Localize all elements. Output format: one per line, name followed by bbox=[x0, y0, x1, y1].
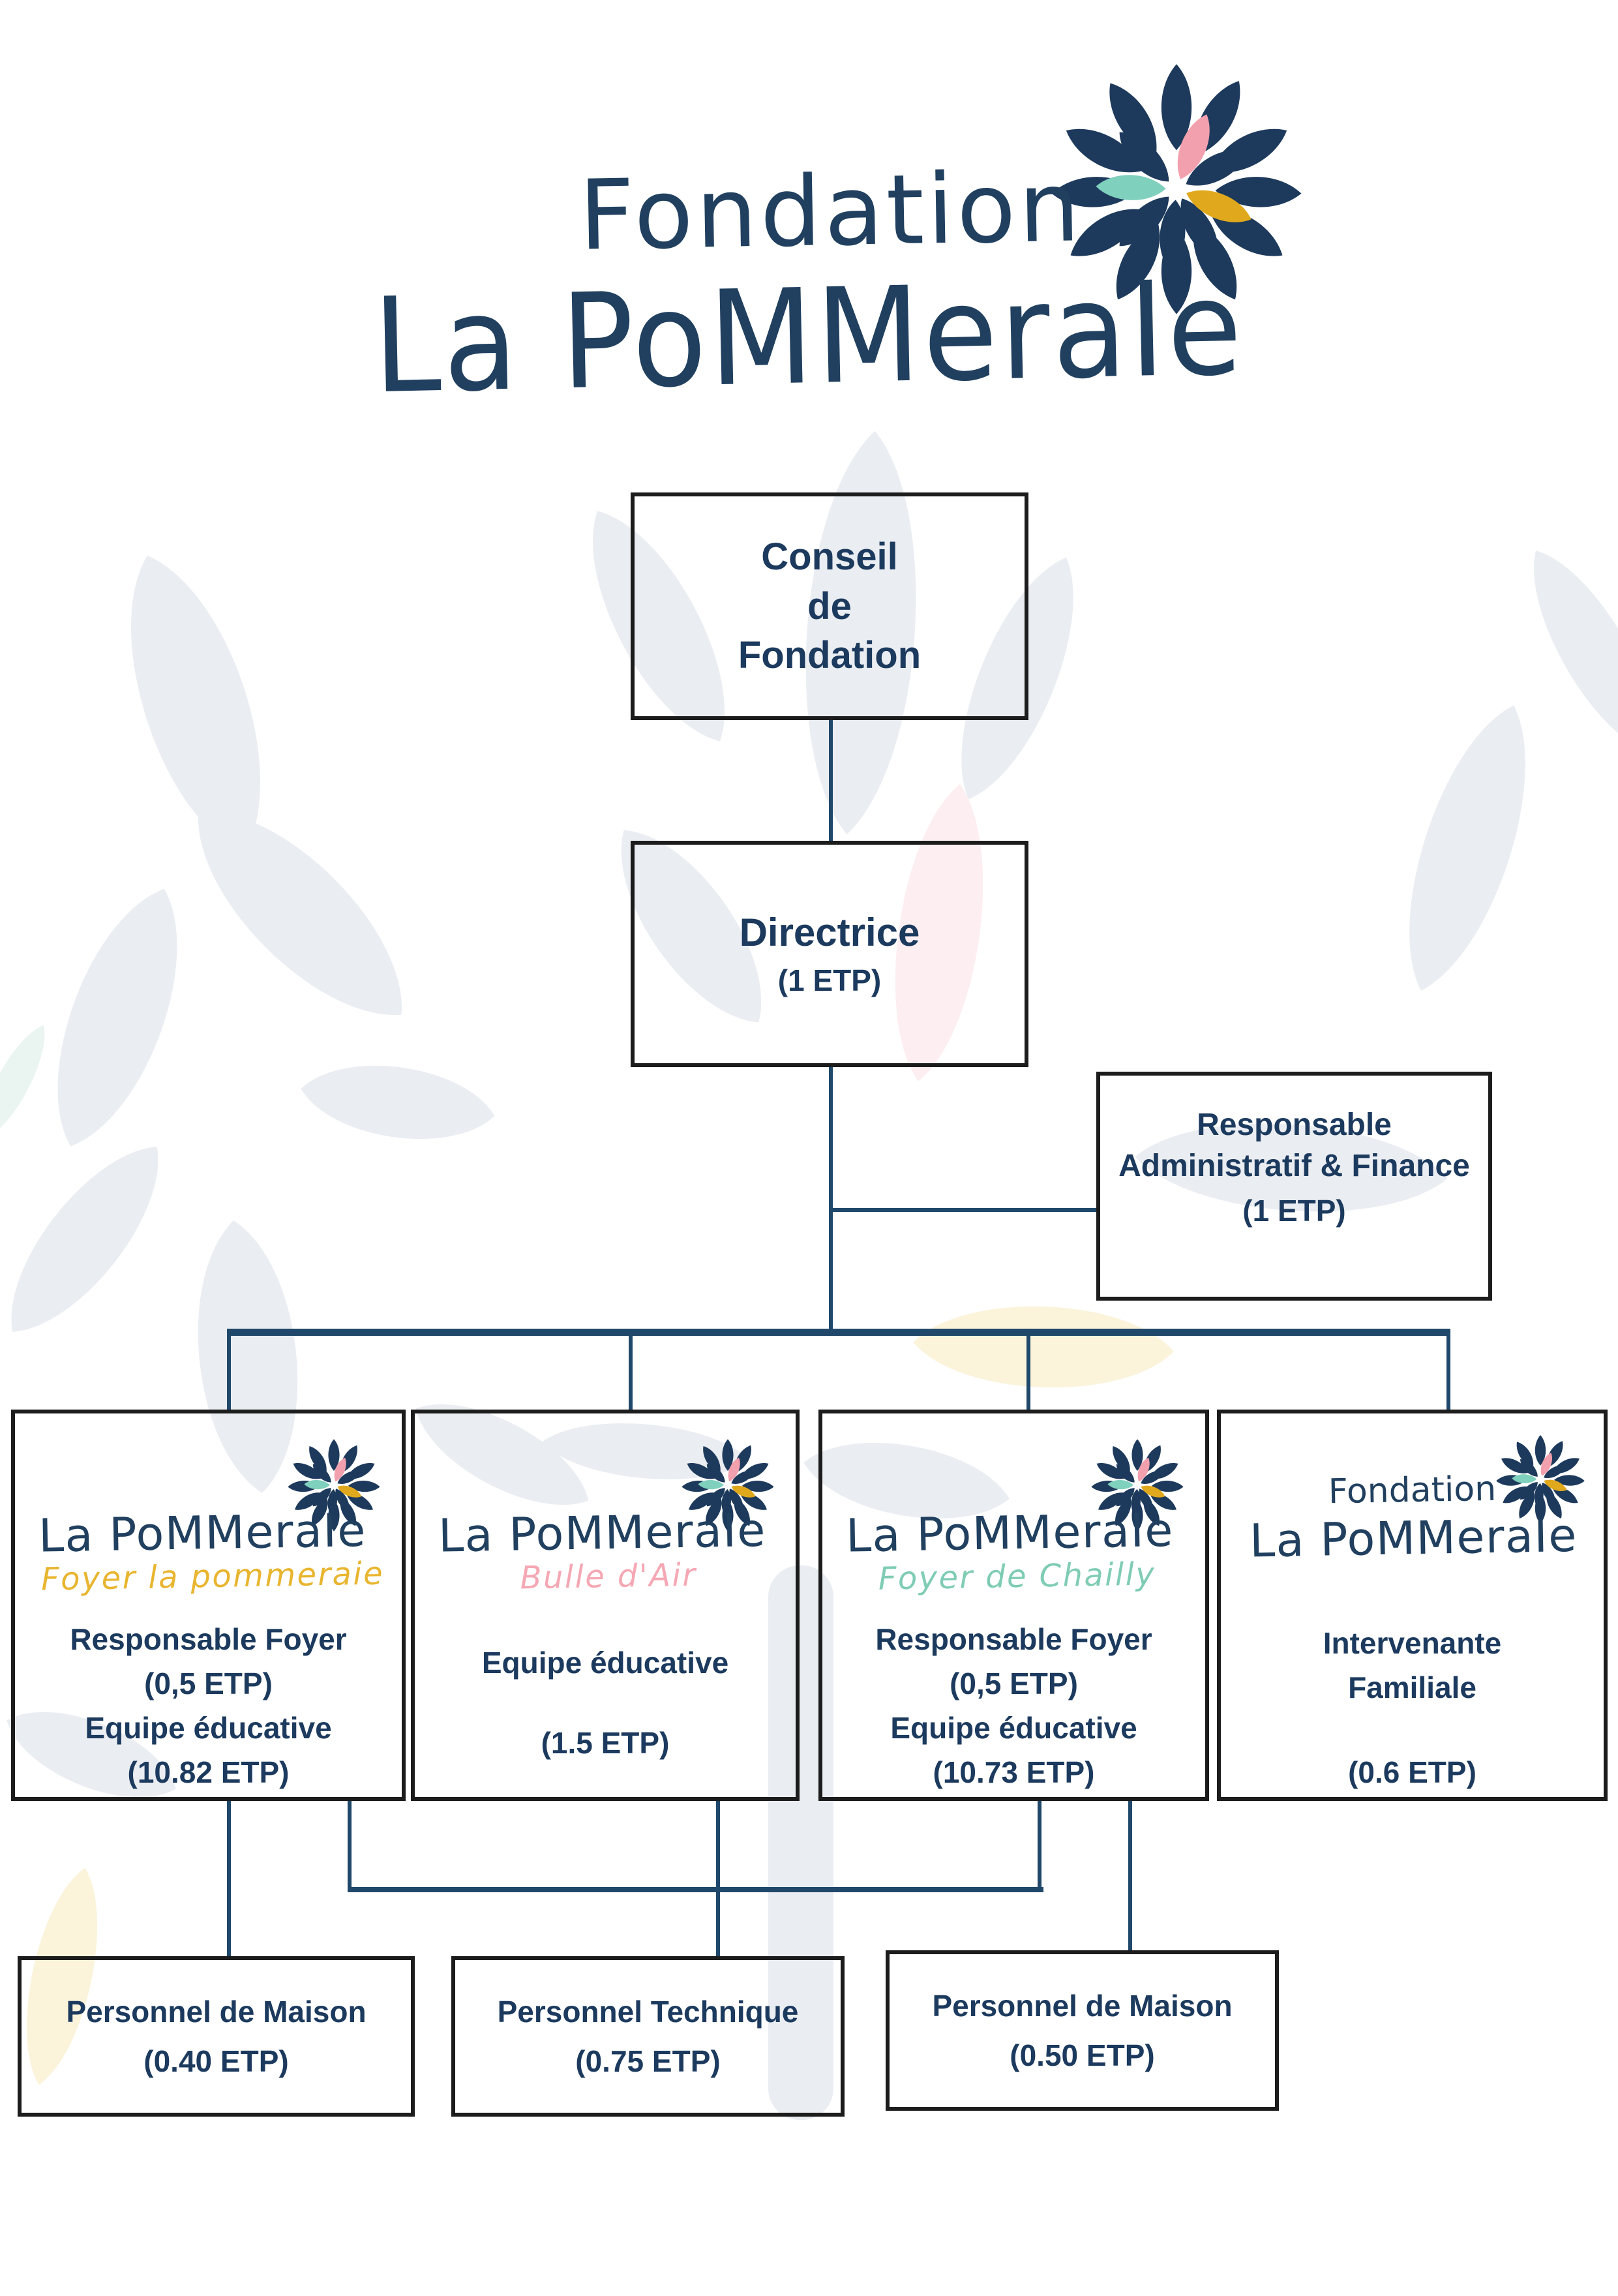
connector-branch-responsable bbox=[829, 1208, 1098, 1212]
connector-drop-bulle-dair bbox=[629, 1333, 633, 1412]
unit-logo bbox=[15, 1413, 402, 1609]
unit-brand-text: La PoMMeraIe bbox=[1249, 1508, 1578, 1568]
unit-line: Equipe éducative bbox=[481, 1646, 729, 1680]
connector-unita-personnel-maison bbox=[227, 1799, 231, 1958]
logo-brand-text: La PoMMeraIe bbox=[371, 251, 1246, 423]
unit-line: Equipe éducative bbox=[890, 1711, 1137, 1745]
unit-line: Responsable Foyer bbox=[875, 1622, 1152, 1656]
staff-line: (0.75 ETP) bbox=[575, 2044, 721, 2078]
connector-main-horizontal bbox=[227, 1329, 1450, 1336]
unit-line: (0,5 ETP) bbox=[950, 1667, 1078, 1701]
responsable-line: Responsable bbox=[1197, 1108, 1392, 1143]
directrice-etp: (1 ETP) bbox=[777, 963, 882, 997]
unit-line: Familiale bbox=[1348, 1670, 1476, 1705]
connector-unitb-personnel-technique bbox=[716, 1799, 720, 1958]
connector-conseil-directrice bbox=[829, 718, 833, 843]
staff-line: (0.40 ETP) bbox=[143, 2044, 289, 2078]
unit-line: (1.5 ETP) bbox=[541, 1726, 670, 1760]
logo-fondation-text: Fondation bbox=[578, 151, 1084, 272]
unit-line: (10.82 ETP) bbox=[127, 1755, 290, 1790]
connector-drop-foyer-chailly bbox=[1026, 1333, 1030, 1412]
unit-line: (0,5 ETP) bbox=[144, 1667, 273, 1701]
conseil-line: Conseil bbox=[761, 536, 898, 579]
unit-subtitle: Foyer de Chailly bbox=[878, 1556, 1156, 1597]
connector-unita-sub bbox=[348, 1799, 352, 1891]
box-personnel-de-maison-1 bbox=[18, 1956, 415, 2117]
conseil-line: de bbox=[807, 584, 852, 627]
responsable-line: Administratif & Finance bbox=[1118, 1148, 1470, 1183]
staff-line: Personnel de Maison bbox=[932, 1989, 1233, 2023]
connector-drop-foyer-pommeraie bbox=[227, 1331, 231, 1412]
unit-line: (0.6 ETP) bbox=[1348, 1755, 1476, 1790]
box-conseil-de-fondation bbox=[631, 492, 1028, 720]
connector-unitc-sub bbox=[1038, 1799, 1041, 1891]
connector-sub-horizontal bbox=[348, 1887, 1043, 1892]
unit-subtitle: Foyer la pommeraie bbox=[40, 1555, 385, 1598]
unit-line: Intervenante bbox=[1323, 1626, 1502, 1660]
unit-line: (10.73 ETP) bbox=[933, 1755, 1095, 1790]
box-foyer-la-pommeraie bbox=[11, 1410, 406, 1801]
staff-line: (0.50 ETP) bbox=[1010, 2038, 1155, 2072]
connector-drop-intervenante bbox=[1446, 1331, 1450, 1412]
unit-line: Equipe éducative bbox=[85, 1711, 332, 1745]
box-foyer-de-chailly bbox=[818, 1410, 1209, 1801]
unit-brand-text: La PoMMeraIe bbox=[845, 1503, 1175, 1563]
unit-logo bbox=[1221, 1413, 1604, 1609]
unit-brand-text: La PoMMeraIe bbox=[438, 1503, 767, 1563]
connector-unitc-personnel-maison bbox=[1128, 1799, 1132, 1952]
responsable-etp: (1 ETP) bbox=[1242, 1193, 1346, 1228]
unit-fondation-text: Fondation bbox=[1328, 1469, 1497, 1512]
staff-line: Personnel Technique bbox=[497, 1995, 799, 2029]
unit-line: Responsable Foyer bbox=[70, 1622, 347, 1656]
box-personnel-technique bbox=[451, 1956, 845, 2117]
staff-line: Personnel de Maison bbox=[66, 1995, 367, 2029]
unit-subtitle: Bulle d'Air bbox=[520, 1556, 697, 1597]
connector-directrice-main bbox=[829, 1065, 833, 1334]
conseil-line: Fondation bbox=[738, 634, 921, 677]
box-personnel-de-maison-2 bbox=[886, 1950, 1279, 2111]
directrice-title: Directrice bbox=[739, 911, 920, 954]
unit-logo bbox=[415, 1413, 796, 1609]
unit-logo bbox=[822, 1413, 1205, 1609]
box-intervenante-familiale bbox=[1217, 1410, 1608, 1801]
box-directrice bbox=[631, 841, 1028, 1067]
box-bulle-dair bbox=[411, 1410, 800, 1801]
box-responsable-admin-finance bbox=[1096, 1072, 1492, 1301]
unit-brand-text: La PoMMeraIe bbox=[38, 1503, 367, 1563]
